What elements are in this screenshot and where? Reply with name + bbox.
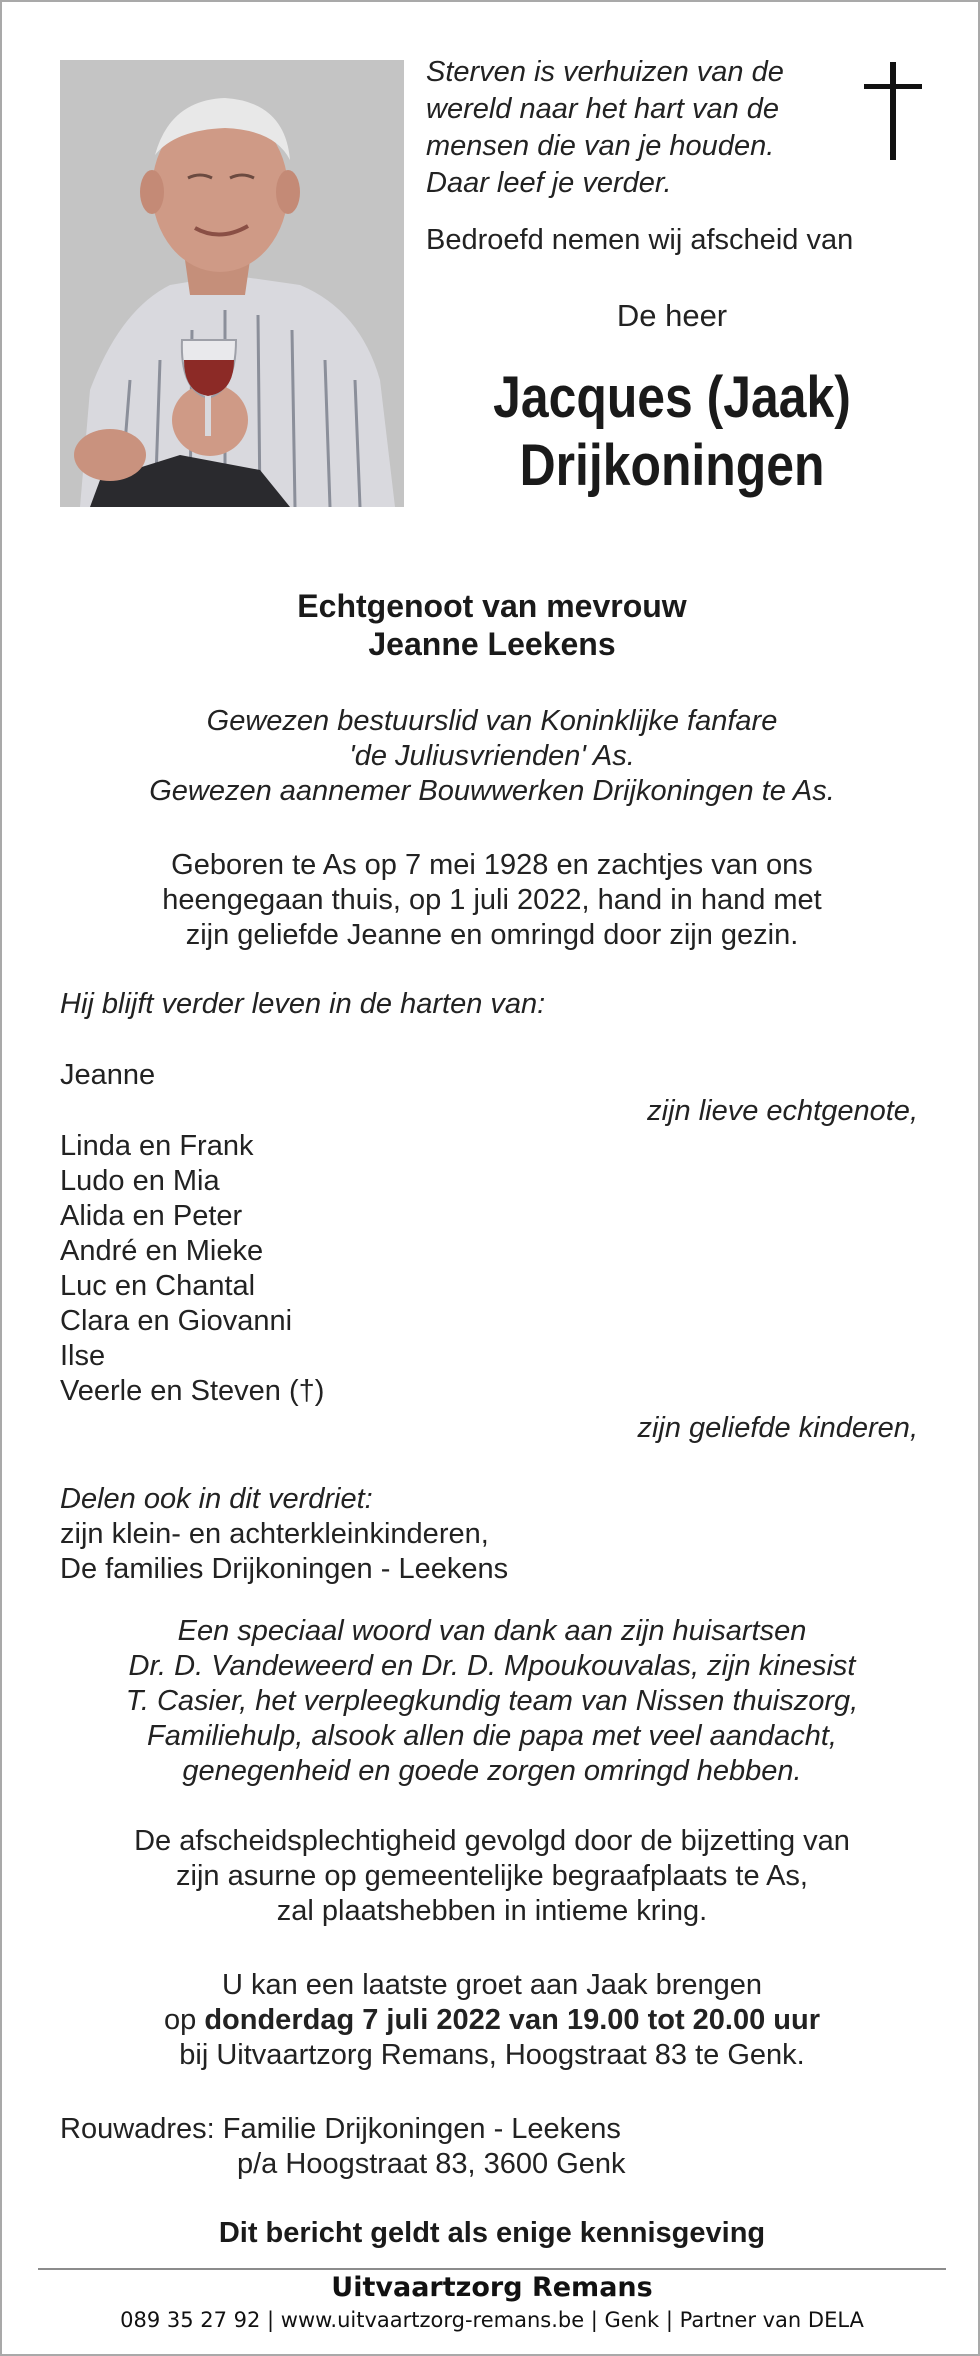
born-line: heengegaan thuis, op 1 juli 2022, hand in hand met [162,884,822,916]
lives-on-heading: Hij blijft verder leven in de harten van: [60,988,546,1020]
children-list [60,1129,324,1409]
thanks-line: genegenheid en goede zorgen omringd hebben. [182,1755,802,1787]
name-line: Jacques (Jaak) [493,365,851,430]
ceremony-line: zijn asurne op gemeentelijke begraafplaats te As, [176,1860,808,1892]
visit-block [42,1968,942,2073]
children-caption: zijn geliefde kinderen, [637,1412,918,1444]
salutation: De heer [616,298,728,333]
thanks-line: Een speciaal woord van dank aan zijn huisartsen [177,1615,807,1647]
list-item: André en Mieke [60,1235,264,1267]
visit-line: bij Uitvaartzorg Remans, Hoogstraat 83 te Genk. [179,2039,805,2071]
role-line: Gewezen bestuurslid van Koninklijke fanfare [206,705,778,737]
share-heading: Delen ook in dit verdriet: [60,1483,373,1515]
address-line: p/a Hoogstraat 83, 3600 Genk [237,2148,626,2180]
role-line: Gewezen aannemer Bouwwerken Drijkoningen te As. [149,775,835,807]
funeral-home-name: Uitvaartzorg Remans [331,2272,653,2303]
list-item: Clara en Giovanni [60,1305,293,1337]
notice-text: Dit bericht geldt als enige kennisgeving [218,2217,766,2249]
poem-line: mensen die van je houden. [426,130,775,162]
intro-text: Bedroefd nemen wij afscheid van [426,224,854,256]
thanks-line: T. Casier, het verpleegkundig team van Nissen thuiszorg, [125,1685,859,1717]
poem-line: Sterven is verhuizen van de [426,56,784,88]
list-item: Veerle en Steven (†) [60,1375,325,1407]
cross-icon [864,62,922,160]
visit-prefix: op [164,2004,205,2036]
name-line: Drijkoningen [519,433,825,498]
ceremony-line: zal plaatshebben in intieme kring. [276,1895,708,1927]
visit-datetime: donderdag 7 juli 2022 van 19.00 tot 20.00 uur [204,2004,820,2036]
deceased-name [448,364,895,500]
wife-caption: zijn lieve echtgenote, [647,1095,918,1127]
ceremony-block [42,1824,942,1929]
birth-death-block [42,848,942,953]
poem [426,54,846,202]
poem-line: wereld naar het hart van de [426,93,780,125]
visit-line [42,2003,942,2038]
born-line: Geboren te As op 7 mei 1928 en zachtjes van ons [171,849,813,881]
thanks-block [42,1614,942,1789]
address-line: Rouwadres: Familie Drijkoningen - Leekens [60,2113,621,2145]
wife-name: Jeanne [60,1059,156,1091]
mourning-address [60,2112,626,2182]
portrait-illustration [60,60,404,507]
portrait-photo [60,60,404,507]
funeral-home-contact: 089 35 27 92 | www.uitvaartzorg-remans.be | Genk | Partner van DELA [120,2308,864,2332]
roles-block [42,704,942,809]
role-line: 'de Juliusvrienden' As. [349,740,635,772]
spouse-line: Jeanne Leekens [368,626,616,662]
born-line: zijn geliefde Jeanne en omringd door zijn gezin. [185,919,799,951]
list-item: Luc en Chantal [60,1270,256,1302]
thanks-line: Familiehulp, alsook allen die papa met veel aandacht, [147,1720,837,1752]
spouse-block [42,587,942,663]
share-line: zijn klein- en achterkleinkinderen, [60,1518,489,1550]
share-block [60,1482,508,1587]
footer-divider [38,2268,946,2270]
list-item: Ilse [60,1340,106,1372]
ceremony-line: De afscheidsplechtigheid gevolgd door de bijzetting van [134,1825,850,1857]
list-item: Ludo en Mia [60,1165,220,1197]
share-line: De families Drijkoningen - Leekens [60,1553,509,1585]
list-item: Linda en Frank [60,1130,254,1162]
poem-line: Daar leef je verder. [426,167,672,199]
spouse-line: Echtgenoot van mevrouw [297,588,687,624]
thanks-line: Dr. D. Vandeweerd en Dr. D. Mpoukouvalas, zijn kinesist [128,1650,856,1682]
visit-line: U kan een laatste groet aan Jaak brengen [221,1969,763,2001]
list-item: Alida en Peter [60,1200,243,1232]
